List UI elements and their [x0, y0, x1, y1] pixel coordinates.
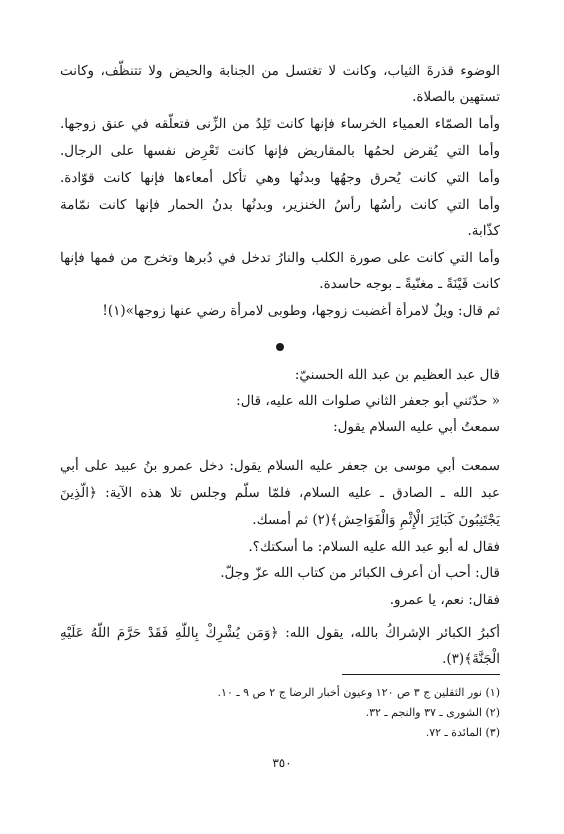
page-number: ٣٥٠ — [272, 756, 292, 770]
body-line: الْجَنَّةَ﴾(٣). — [442, 651, 500, 667]
body-line: وأما التي كانت يُحرق وجهُها وبدنُها وهي تأكل أمعاءها فإنها كانت قوّادة. — [60, 170, 500, 186]
body-line: سمعتُ أبي عليه السلام يقول: — [333, 419, 500, 435]
body-line: قال عبد العظيم بن عبد الله الحسنيّ: — [294, 367, 500, 383]
body-line: أكبرُ الكبائر الإشراكُ بالله، يقول الله: ﴿وَمَن يُشْرِكْ بِاللَّهِ فَقَدْ حَرَّمَ اللَّهُ عَلَيْهِ — [60, 625, 500, 641]
section-separator-dot — [276, 343, 284, 351]
body-line: عبد الله ـ الصادق ـ عليه السلام، فلمّا سلّم وجلس تلا هذه الآية: ﴿الَّذِينَ — [60, 485, 500, 501]
footnote: (١) نور الثقلين ج ٣ ص ١٢٠ وعيون أخبار الرضا ج ٢ ص ٩ ـ ١٠. — [217, 686, 500, 699]
body-line: « حدّثني أبو جعفر الثاني صلوات الله عليه، قال: — [236, 393, 500, 409]
body-line: تستهين بالصلاة. — [412, 89, 500, 105]
body-line: وأما التي كانت على صورة الكلب والنارُ تدخل في دُبرها وتخرج من فمها فإنها — [60, 250, 500, 266]
body-line: يَجْتَنِبُونَ كَبَائِرَ الْإِثْمِ وَالْفَوَاحِش﴾(٢) ثم أمسك. — [252, 512, 500, 528]
body-line: كانت قَيْنَةً ـ مغنّيةً ـ بوجه حاسدة. — [319, 276, 500, 292]
body-line: فقال: نعم، يا عمرو. — [389, 592, 500, 608]
body-line: الوضوء قذرةَ الثياب، وكانت لا تغتسل من الجنابة والحيض ولا تتنظّف، وكانت — [60, 63, 500, 79]
footnote: (٢) الشورى ـ ٣٧ والنجم ـ ٣٢. — [365, 706, 500, 719]
body-line: ثم قال: ويلٌ لامرأة أغضبت زوجها، وطوبى لامرأة رضي عنها زوجها»(١)! — [102, 303, 500, 319]
body-line: وأما التي كانت رأسُها رأسُ الخنزير، وبدنُها بدنُ الحمار فإنها كانت نمّامة — [60, 197, 500, 213]
body-line: سمعت أبي موسى بن جعفر عليه السلام يقول: دخل عمرو بنُ عبيد على أبي — [60, 458, 500, 474]
body-line: وأما التي يُقرض لحمُها بالمقاريض فإنها كانت تَعْرِض نفسها على الرجال. — [60, 143, 500, 159]
body-line: قال: أحب أن أعرف الكبائر من كتاب الله عزّ وجلّ. — [220, 565, 500, 581]
footnote-rule — [342, 674, 500, 675]
body-line: كذّابة. — [467, 223, 500, 239]
footnote: (٣) المائدة ـ ٧٢. — [425, 726, 500, 739]
body-line: وأما الصمّاء العمياء الخرساء فإنها كانت تَلِدُ من الزِّنى فتعلّقه في عنق زوجها. — [60, 116, 500, 132]
body-line: فقال له أبو عبد الله عليه السلام: ما أسكتك؟. — [248, 539, 500, 555]
